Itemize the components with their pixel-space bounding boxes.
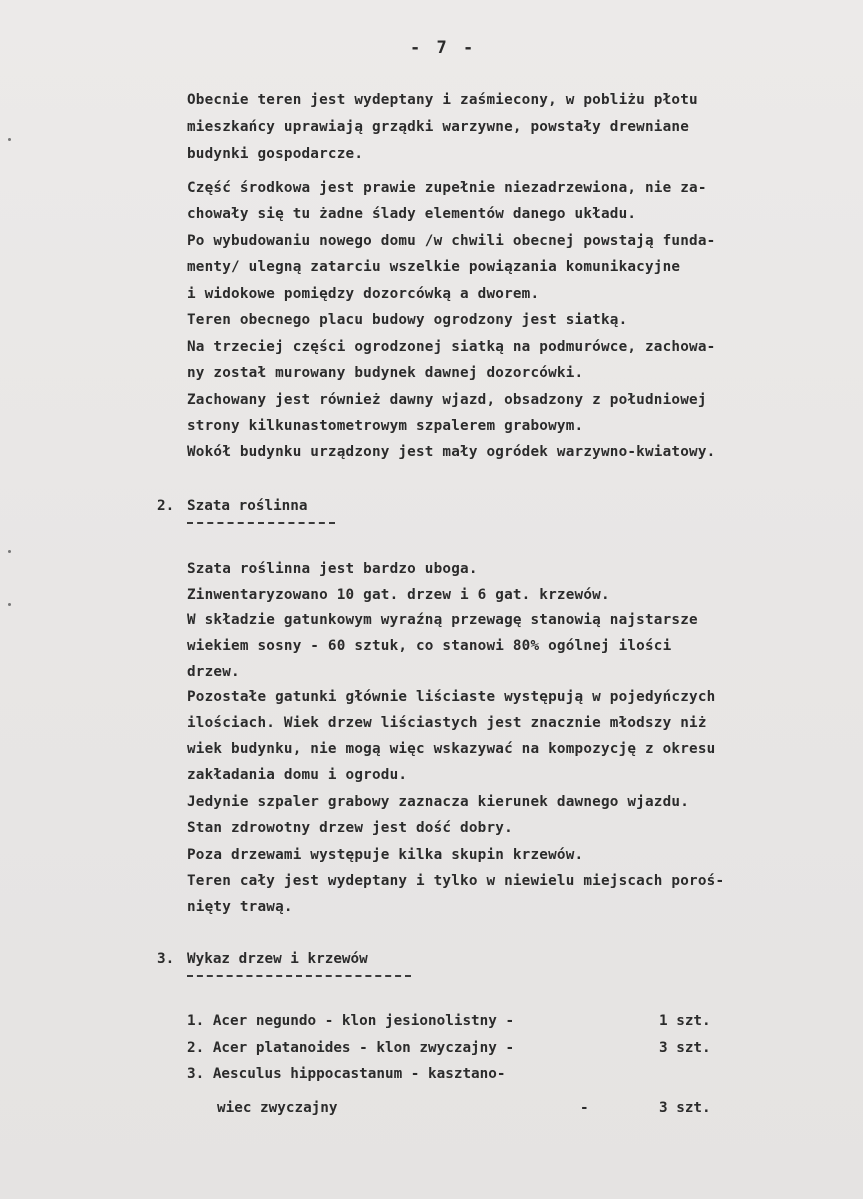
text-line: budynki gospodarcze. [187,146,364,162]
punch-mark [8,138,11,141]
text-line: ny został murowany budynek dawnej dozorcówki. [187,365,584,381]
punch-mark [8,603,11,606]
list-item: 3. Aesculus hippocastanum - kasztano- [187,1066,506,1082]
text-line: zakładania domu i ogrodu. [187,767,408,783]
section-title-underline [187,522,335,524]
text-line: Teren obecnego placu budowy ogrodzony jest siatką. [187,312,628,328]
punch-mark [8,550,11,553]
text-line: Teren cały jest wydeptany i tylko w niewielu miejscach poroś- [187,873,725,889]
text-line: Obecnie teren jest wydeptany i zaśmiecony, w pobliżu płotu [187,92,698,108]
list-item: 2. Acer platanoides - klon zwyczajny - [187,1040,515,1056]
text-line: W składzie gatunkowym wyraźną przewagę stanowią najstarsze [187,612,698,628]
section-title: Szata roślinna [187,498,308,514]
text-line: Pozostałe gatunki głównie liściaste występują w pojedyńczych [187,689,716,705]
text-line: Poza drzewami występuje kilka skupin krzewów. [187,847,584,863]
text-line: Część środkowa jest prawie zupełnie niezadrzewiona, nie za- [187,180,707,196]
text-line: Zinwentaryzowano 10 gat. drzew i 6 gat. krzewów. [187,587,610,603]
list-item-quantity: 3 szt. [659,1100,711,1116]
list-item-quantity: 1 szt. [659,1013,711,1029]
text-line: strony kilkunastometrowym szpalerem grabowym. [187,418,584,434]
section-title: Wykaz drzew i krzewów [187,951,368,967]
text-line: Po wybudowaniu nowego domu /w chwili obecnej powstają funda- [187,233,716,249]
text-line: Jedynie szpaler grabowy zaznacza kierunek dawnego wjazdu. [187,794,690,810]
text-line: Zachowany jest również dawny wjazd, obsadzony z południowej [187,392,707,408]
text-line: chowały się tu żadne ślady elementów danego układu. [187,206,637,222]
list-item-continuation: wiec zwyczajny [217,1100,338,1116]
text-line: drzew. [187,664,240,680]
section-number: 3. [157,951,175,967]
text-line: wiekiem sosny - 60 sztuk, co stanowi 80% ogólnej ilości [187,638,672,654]
text-line: menty/ ulegną zatarciu wszelkie powiązania komunikacyjne [187,259,681,275]
text-line: Na trzeciej części ogrodzonej siatką na podmurówce, zachowa- [187,339,716,355]
page-number: - 7 - [410,38,477,58]
list-item: 1. Acer negundo - klon jesionolistny - [187,1013,515,1029]
text-line: Stan zdrowotny drzew jest dość dobry. [187,820,513,836]
text-line: Wokół budynku urządzony jest mały ogródek warzywno-kwiatowy. [187,444,716,460]
text-line: ilościach. Wiek drzew liściastych jest znacznie młodszy niż [187,715,707,731]
text-line: Szata roślinna jest bardzo uboga. [187,561,478,577]
list-item-dash: - [580,1100,589,1116]
section-number: 2. [157,498,175,514]
list-item-quantity: 3 szt. [659,1040,711,1056]
section-title-underline [187,975,411,977]
text-line: nięty trawą. [187,899,293,915]
text-line: wiek budynku, nie mogą więc wskazywać na kompozycję z okresu [187,741,716,757]
text-line: i widokowe pomiędzy dozorcówką a dworem. [187,286,540,302]
text-line: mieszkańcy uprawiają grządki warzywne, powstały drewniane [187,119,690,135]
